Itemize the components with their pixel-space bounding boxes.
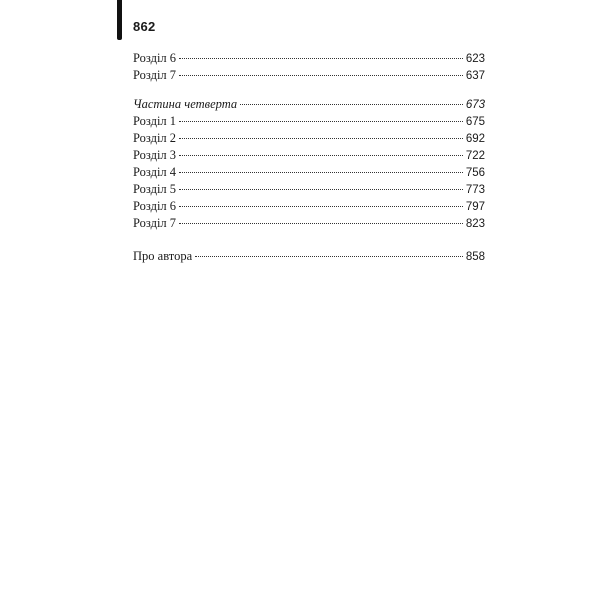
toc-entry-title: Розділ 4 (133, 165, 177, 179)
toc-dot-leader (179, 172, 463, 173)
page-number: 862 (133, 19, 156, 34)
toc-dot-leader (179, 138, 463, 139)
toc-dot-leader (179, 75, 463, 76)
toc-entry-chapter-4 (133, 164, 485, 181)
toc-entry-part-four (133, 96, 485, 113)
toc-entry-about-author (133, 248, 485, 265)
section-gap (133, 232, 485, 248)
toc-entry-page: 858 (465, 251, 485, 263)
binding-edge-mark (117, 0, 122, 40)
toc-dot-leader (195, 256, 463, 257)
table-of-contents (133, 50, 485, 265)
toc-entry-title: Про автора (133, 249, 193, 263)
toc-entry-page: 773 (465, 184, 485, 196)
toc-entry-page: 797 (465, 201, 485, 213)
toc-dot-leader (179, 189, 463, 190)
toc-dot-leader (179, 121, 463, 122)
toc-entry-page: 637 (465, 70, 485, 82)
toc-entry-chapter-7 (133, 67, 485, 84)
toc-entry-chapter-1 (133, 113, 485, 130)
toc-entry-page: 722 (465, 150, 485, 162)
toc-entry-title: Розділ 5 (133, 182, 177, 196)
toc-entry-chapter-7 (133, 215, 485, 232)
toc-dot-leader (179, 223, 463, 224)
toc-entry-chapter-3 (133, 147, 485, 164)
toc-entry-chapter-2 (133, 130, 485, 147)
toc-dot-leader (240, 104, 463, 105)
toc-entry-title: Розділ 7 (133, 68, 177, 82)
toc-entry-chapter-6 (133, 50, 485, 67)
toc-entry-title: Розділ 7 (133, 216, 177, 230)
toc-entry-chapter-5 (133, 181, 485, 198)
toc-entry-title: Розділ 2 (133, 131, 177, 145)
toc-entry-page: 756 (465, 167, 485, 179)
toc-dot-leader (179, 206, 463, 207)
toc-entry-chapter-6 (133, 198, 485, 215)
toc-entry-title: Розділ 3 (133, 148, 177, 162)
toc-entry-title: Розділ 1 (133, 114, 177, 128)
toc-entry-page: 623 (465, 53, 485, 65)
toc-dot-leader (179, 155, 463, 156)
toc-entry-page: 675 (465, 116, 485, 128)
toc-dot-leader (179, 58, 463, 59)
section-gap (133, 84, 485, 96)
toc-part-title: Частина четверта (133, 97, 238, 111)
toc-entry-title: Розділ 6 (133, 51, 177, 65)
toc-entry-page: 692 (465, 133, 485, 145)
toc-entry-title: Розділ 6 (133, 199, 177, 213)
toc-part-page: 673 (465, 99, 485, 111)
toc-entry-page: 823 (465, 218, 485, 230)
